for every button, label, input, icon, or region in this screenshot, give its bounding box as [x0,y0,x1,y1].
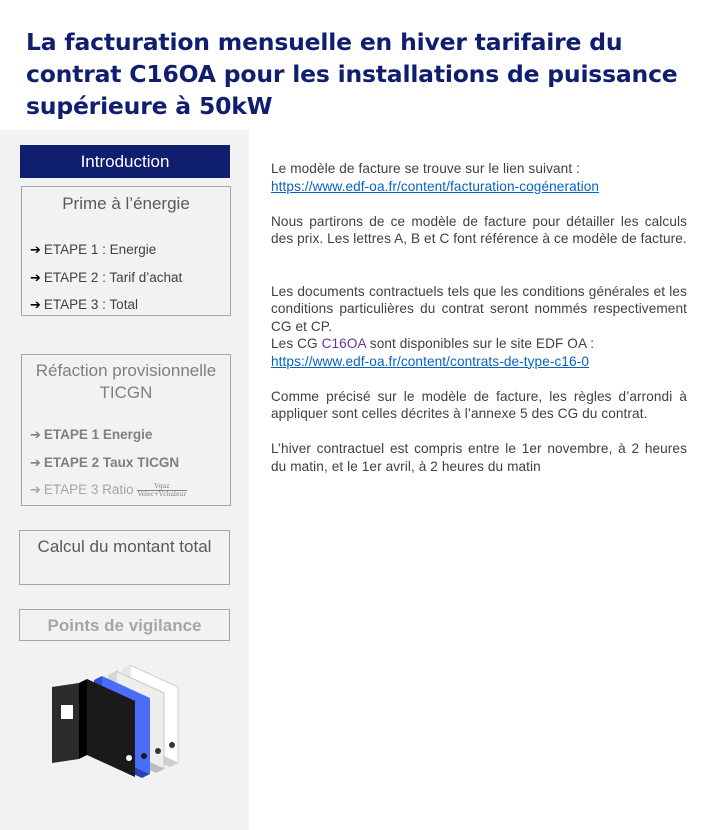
nav-prime-energie-box[interactable] [21,186,231,316]
refaction-step-2-label: ETAPE 2 Taux TICGN [43,454,180,470]
right-arrow-icon: ➔ [30,270,41,286]
right-arrow-icon: ➔ [30,455,41,471]
prime-step-1-label: ETAPE 1 : Energie [43,242,157,257]
page-title: La facturation mensuelle en hiver tarifaire du contrat C16OA pour les installations de puissance supérieure à 50kW [26,28,678,120]
ratio-numerator: Vgaz [137,483,188,491]
nav-refaction-ticgn-box[interactable] [21,354,231,506]
contrats-link[interactable]: https://www.edf-oa.fr/content/contrats-de-type-c16-0 [271,353,590,369]
nav-points-vigilance-button[interactable] [19,609,230,641]
prime-step-2-link[interactable] [30,265,230,293]
binders-icon [52,665,182,780]
right-arrow-icon: ➔ [30,483,41,498]
sidebar [0,130,249,830]
refaction-step-1-label: ETAPE 1 Energie [43,427,153,442]
prime-steps-list [22,237,230,320]
ratio-fraction [137,483,188,498]
paragraph-hiver: L’hiver contractuel est compris entre le 1er novembre, à 2 heures du matin, et le 1er avril, à 2 heures du matin [271,441,687,474]
nav-introduction-button[interactable]: Introduction [20,145,230,178]
prime-energie-title[interactable]: Prime à l’énergie [62,194,190,213]
paragraph-arrondi: Comme précisé sur le modèle de facture, les règles d’arrondi à appliquer sont celles décrites à l’annexe 5 des CG du contrat. [271,388,687,421]
facturation-link[interactable]: https://www.edf-oa.fr/content/facturation-cogéneration [271,178,600,194]
refaction-step-1-link[interactable] [30,422,230,450]
main-content [271,160,687,475]
calcul-title: Calcul du montant total [37,537,212,556]
prime-step-1-link[interactable] [30,237,230,265]
cg-pre-text: Les CG [271,336,318,351]
prime-step-3-label: ETAPE 3 : Total [43,297,138,312]
refaction-step-3-link[interactable] [30,477,230,505]
right-arrow-icon: ➔ [30,298,41,313]
paragraph-documents: Les documents contractuels tels que les conditions générales et les conditions particulières du contrat seront nommés respectivement CG et CP. [271,283,687,334]
refaction-title[interactable]: Réfaction provisionnelle TICGN [35,361,217,402]
refaction-step-2-link[interactable] [30,450,230,478]
refaction-step-3-label: ETAPE 3 Ratio [43,482,134,497]
right-arrow-icon: ➔ [30,243,41,258]
prime-step-2-label: ETAPE 2 : Tarif d’achat [43,269,183,285]
refaction-steps-list [22,422,230,505]
paragraph-cg [271,335,687,370]
cg-post-text: sont disponibles sur le site EDF OA : [369,336,595,351]
nav-calcul-montant-button[interactable] [19,530,230,585]
paragraph-lettres: Nous partirons de ce modèle de facture pour détailler les calculs des prix. Les lettres A, B et C font référence à ce modèle de facture. [271,213,687,246]
modele-text: Le modèle de facture se trouve sur le lien suivant : [271,161,580,176]
right-arrow-icon: ➔ [30,428,41,443]
prime-step-3-link[interactable] [30,292,230,320]
paragraph-modele [271,160,687,195]
cg-highlight: C16OA [321,336,366,351]
ratio-denominator: Velec+Vchaleur [137,490,187,498]
vigilance-title: Points de vigilance [47,616,202,635]
